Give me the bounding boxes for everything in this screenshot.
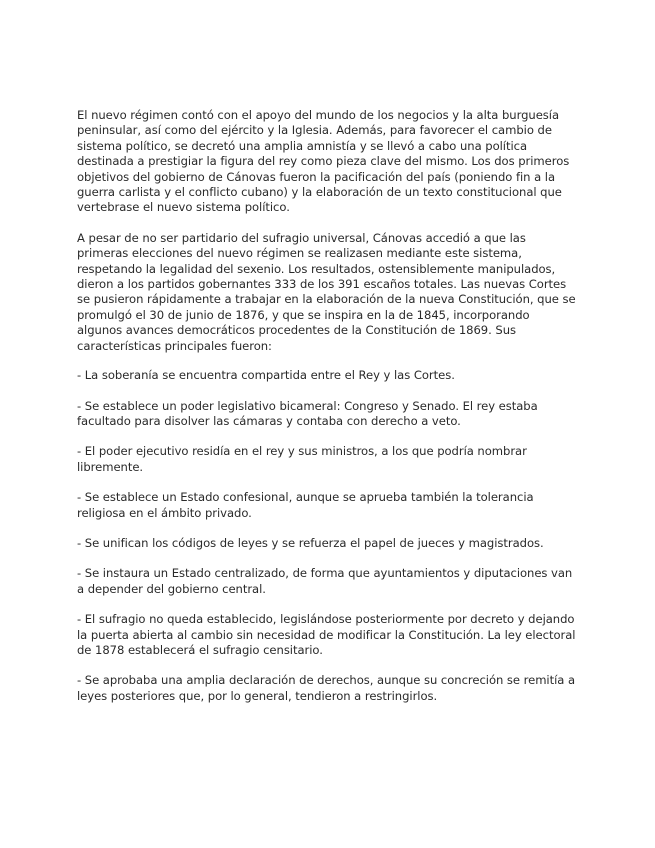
list-item-centralizado: - Se instaura un Estado centralizado, de forma que ayuntamientos y diputaciones van a depender del gobierno central.	[77, 566, 573, 596]
list-item-derechos: - Se aprobaba una amplia declaración de derechos, aunque su concreción se remitía a leyes posteriores que, por lo general, tendieron a restringirlos.	[77, 673, 576, 703]
list-item-sufragio: - El sufragio no queda establecido, legislándose posteriormente por decreto y dejando la puerta abierta al cambio sin necesidad de modificar la Constitución. La ley electoral de 1878 establecerá el sufragio censitario.	[77, 612, 576, 657]
document-page	[77, 108, 577, 719]
list-item-codigos: - Se unifican los códigos de leyes y se refuerza el papel de jueces y magistrados.	[77, 535, 544, 550]
paragraph-elections-constitution: A pesar de no ser partidario del sufragio universal, Cánovas accedió a que las primeras elecciones del nuevo régimen se realizasen mediante este sistema, respetando la legalidad del sexenio. Los resultados, ostensiblemente manipulados, dieron a los partidos gobernantes 333 de los 391 escaños totales. Las nuevas Cortes se pusieron rápidamente a trabajar en la elaboración de la nueva Constitución, que se promulgó el 30 de junio de 1876, y que se inspira en la de 1845, incorporando algunos avances democráticos procedentes de la Constitución de 1869. Sus características principales fueron:	[77, 230, 576, 353]
list-item-soberania: - La soberanía se encuentra compartida entre el Rey y las Cortes.	[77, 368, 455, 383]
list-item-confesional: - Se establece un Estado confesional, aunque se aprueba también la tolerancia religiosa en el ámbito privado.	[77, 490, 534, 520]
paragraph-regimen-support: El nuevo régimen contó con el apoyo del mundo de los negocios y la alta burguesía peninsular, así como del ejército y la Iglesia. Además, para favorecer el cambio de sistema político, se decretó una amplia amnistía y se llevó a cabo una política destinada a prestigiar la figura del rey como pieza clave del mismo. Los dos primeros objetivos del gobierno de Cánovas fueron la pacificación del país (poniendo fin a la guerra carlista y el conflicto cubano) y la elaboración de un texto constitucional que vertebrase el nuevo sistema político.	[77, 108, 570, 215]
list-item-ejecutivo: - El poder ejecutivo residía en el rey y sus ministros, a los que podría nombrar libremente.	[77, 444, 527, 474]
list-item-legislativo: - Se establece un poder legislativo bicameral: Congreso y Senado. El rey estaba facultado para disolver las cámaras y contaba con derecho a veto.	[77, 398, 538, 428]
